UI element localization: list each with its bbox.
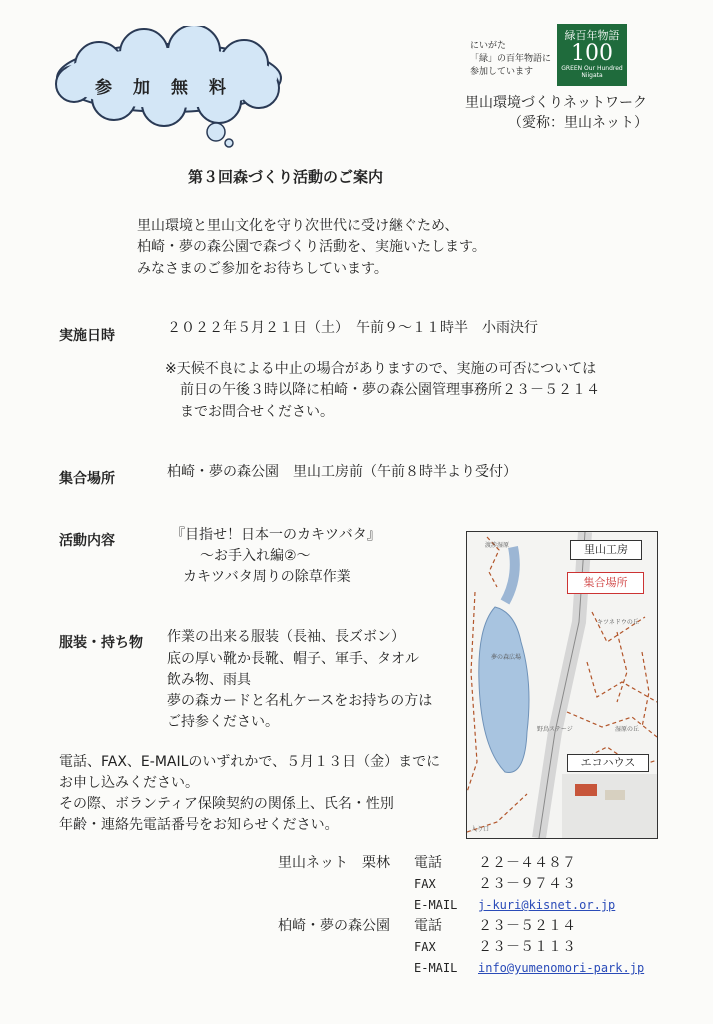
org-alias: （愛称：里山ネット）	[508, 115, 648, 131]
contact-tel-label: 電話	[414, 855, 442, 871]
clothing-line: 底の厚い靴か長靴、帽子、軍手、タオル	[167, 651, 419, 667]
contact-org: 柏崎・夢の森公園	[278, 918, 390, 934]
badge-line: 参加しています	[470, 67, 534, 77]
contact-fax: ２３－９７４３	[478, 876, 576, 892]
clothing-line: ご持参ください。	[167, 714, 279, 730]
map-small-label: 野鳥ステージ	[537, 726, 573, 733]
clothing-label: 服装・持ち物	[59, 635, 143, 651]
badge-line: 「緑」の百年物語に	[470, 54, 552, 64]
activity-label: 活動内容	[59, 533, 115, 549]
contact-tel-label: 電話	[414, 918, 442, 934]
logo-title: 緑百年物語	[564, 29, 620, 42]
map-label-meeting: 集合場所	[567, 572, 644, 594]
apply-line: 電話、FAX、E-MAILのいずれかで、５月１３日（金）までに	[59, 754, 441, 770]
badge-side-text	[470, 40, 551, 79]
map-small-label: 湿原の丘	[615, 726, 640, 733]
map-label-eco: エコハウス	[567, 754, 649, 772]
place-value: 柏崎・夢の森公園 里山工房前（午前８時半より受付）	[167, 464, 517, 480]
apply-line: 年齢・連絡先電話番号をお知らせください。	[59, 817, 339, 833]
logo-number: 100	[571, 41, 613, 66]
intro-line: 柏崎・夢の森公園で森づくり活動を、実施いたします。	[137, 239, 486, 255]
park-map	[466, 531, 658, 839]
clothing-line: 夢の森カードと名札ケースをお持ちの方は	[167, 693, 433, 709]
logo-sub: GREEN Our Hundred	[561, 65, 623, 72]
map-small-label: 夢の森広場	[491, 654, 522, 661]
activity-line: 『目指せ！日本一のカキツバタ』	[171, 527, 381, 543]
date-note: ※天候不良による中止の場合がありますので、実施の可否については	[165, 361, 597, 377]
map-small-label: 入り口	[471, 826, 490, 833]
date-value: ２０２２年５月２１日（土） 午前９～１１時半 小雨決行	[167, 320, 538, 336]
apply-line: その際、ボランティア保険契約の関係上、氏名・性別	[59, 796, 394, 812]
date-note: 前日の午後３時以降に柏崎・夢の森公園管理事務所２３－５２１４	[180, 382, 600, 398]
contact-mail-link[interactable]: j-kuri@kisnet.or.jp	[478, 898, 616, 912]
contact-fax-label: FAX	[414, 877, 436, 891]
intro-line: 里山環境と里山文化を守り次世代に受け継ぐため、	[137, 218, 459, 234]
badge-line: にいがた	[470, 41, 507, 51]
intro-line: みなさまのご参加をお待ちしています。	[137, 261, 388, 277]
contact-tel[interactable]: ２３－５２１４	[478, 918, 576, 934]
map-small-label: キツネドウの丘	[597, 619, 639, 626]
date-note: までお問合せください。	[180, 404, 334, 420]
contact-fax: ２３－５１１３	[478, 939, 576, 955]
page-title: 第３回森づくり活動のご案内	[188, 168, 384, 186]
place-label: 集合場所	[59, 471, 115, 487]
contact-mail-label: E-MAIL	[414, 898, 458, 912]
map-label-satoyama: 里山工房	[570, 540, 642, 560]
contact-fax-label: FAX	[414, 940, 436, 954]
clothing-line: 飲み物、雨具	[167, 672, 251, 688]
org-name: 里山環境づくりネットワーク	[465, 95, 647, 111]
contact-org: 里山ネット 栗林	[278, 855, 390, 871]
logo-sub2: Niigata	[581, 72, 603, 79]
activity-line: ～お手入れ編②～	[200, 548, 311, 564]
contact-mail-link[interactable]: info@yumenomori-park.jp	[478, 961, 645, 975]
contact-tel[interactable]: ２２－４４８７	[478, 855, 576, 871]
clothing-line: 作業の出来る服装（長袖、長ズボン）	[167, 629, 405, 645]
apply-line: お申し込みください。	[59, 775, 199, 791]
green-100-logo	[557, 24, 627, 86]
contact-mail-label: E-MAIL	[414, 961, 458, 975]
map-small-label: 渡渉湿原	[485, 542, 510, 549]
free-entry-label: 参 加 無 料	[95, 78, 228, 98]
date-label: 実施日時	[59, 328, 115, 344]
activity-line: カキツバタ周りの除草作業	[183, 569, 351, 585]
